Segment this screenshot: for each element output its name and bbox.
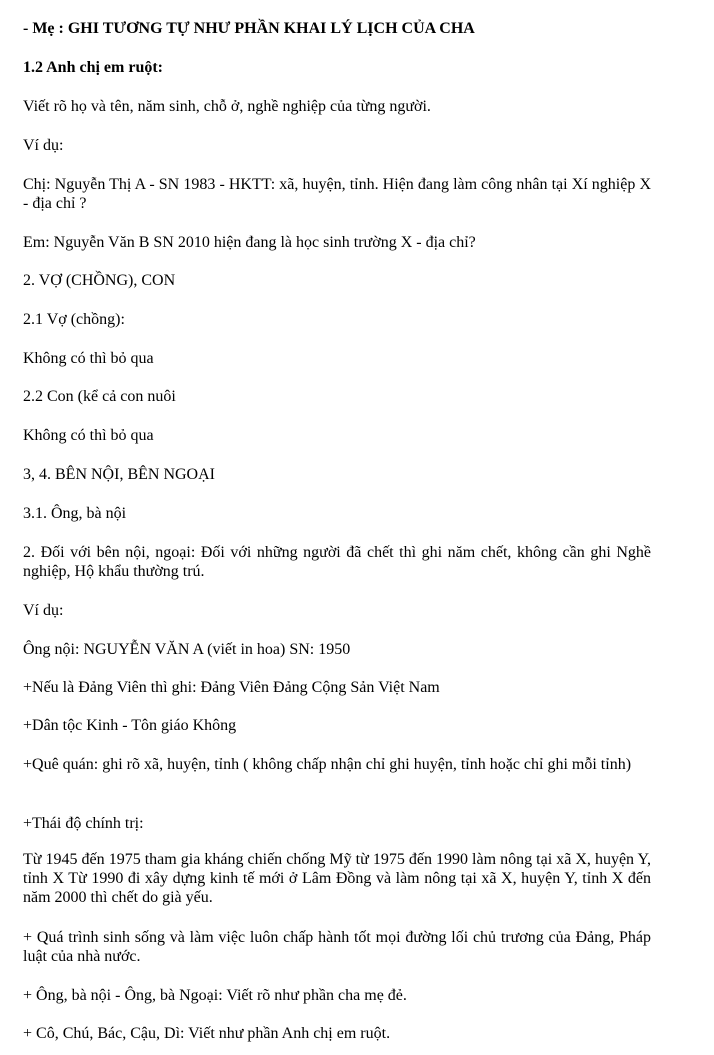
heading-children: 2.2 Con (kể cả con nuôi [23,388,176,405]
heading-paternal-grandparents: 3.1. Ông, bà nội [23,505,127,522]
ethnicity-religion: +Dân tộc Kinh - Tôn giáo Không [23,717,237,734]
compliance-note: + Quá trình sinh sống và làm việc luôn chấp hành tốt mọi đường lối chủ trương của Đảng, Pháp luật của nhà nước. [23,929,651,965]
example-label-2: Ví dụ: [23,602,64,619]
spouse-note: Không có thì bỏ qua [23,350,154,367]
heading-paternal-maternal: 3, 4. BÊN NỘI, BÊN NGOẠI [23,466,215,483]
example-label: Ví dụ: [23,137,64,154]
deceased-relatives-note: 2. Đối với bên nội, ngoại: Đối với những người đã chết thì ghi năm chết, không cần ghi Nghề nghiệp, Hộ khẩu thường trú. [23,544,651,580]
example-grandfather: Ông nội: NGUYỄN VĂN A (viết in hoa) SN: 1950 [23,641,351,658]
heading-spouse: 2.1 Vợ (chồng): [23,311,125,328]
example-sister: Chị: Nguyễn Thị A - SN 1983 - HKTT: xã, huyện, tỉnh. Hiện đang làm công nhân tại Xí nghiệp X - địa chỉ ? [23,176,651,212]
relatives-note: + Cô, Chú, Bác, Cậu, Dì: Viết như phần Anh chị em ruột. [23,1025,391,1042]
political-history: Từ 1945 đến 1975 tham gia kháng chiến chống Mỹ từ 1975 đến 1990 làm nông tại xã X, huyện Y, tỉnh X Từ 1990 đi xây dựng kinh tế mới ở Lâm Đồng và làm nông tại xã X, huyện Y, tỉnh X đến năm 2000 thì chết do già yếu. [23,851,651,906]
hometown-note: +Quê quán: ghi rõ xã, huyện, tỉnh ( không chấp nhận chỉ ghi huyện, tỉnh hoặc chỉ ghi mỗi tỉnh) [23,756,632,773]
heading-siblings: 1.2 Anh chị em ruột: [23,59,163,76]
siblings-instruction: Viết rõ họ và tên, năm sinh, chỗ ở, nghề nghiệp của từng người. [23,98,431,115]
political-attitude-label: +Thái độ chính trị: [23,815,144,832]
heading-mother: - Mẹ : GHI TƯƠNG TỰ NHƯ PHẦN KHAI LÝ LỊCH CỦA CHA [23,20,475,37]
heading-spouse-children: 2. VỢ (CHỒNG), CON [23,272,176,289]
party-member-note: +Nếu là Đảng Viên thì ghi: Đảng Viên Đảng Cộng Sản Việt Nam [23,679,440,696]
children-note: Không có thì bỏ qua [23,427,154,444]
example-younger-sibling: Em: Nguyễn Văn B SN 2010 hiện đang là học sinh trường X - địa chỉ? [23,234,476,251]
grandparents-note: + Ông, bà nội - Ông, bà Ngoại: Viết rõ như phần cha mẹ đẻ. [23,987,407,1004]
